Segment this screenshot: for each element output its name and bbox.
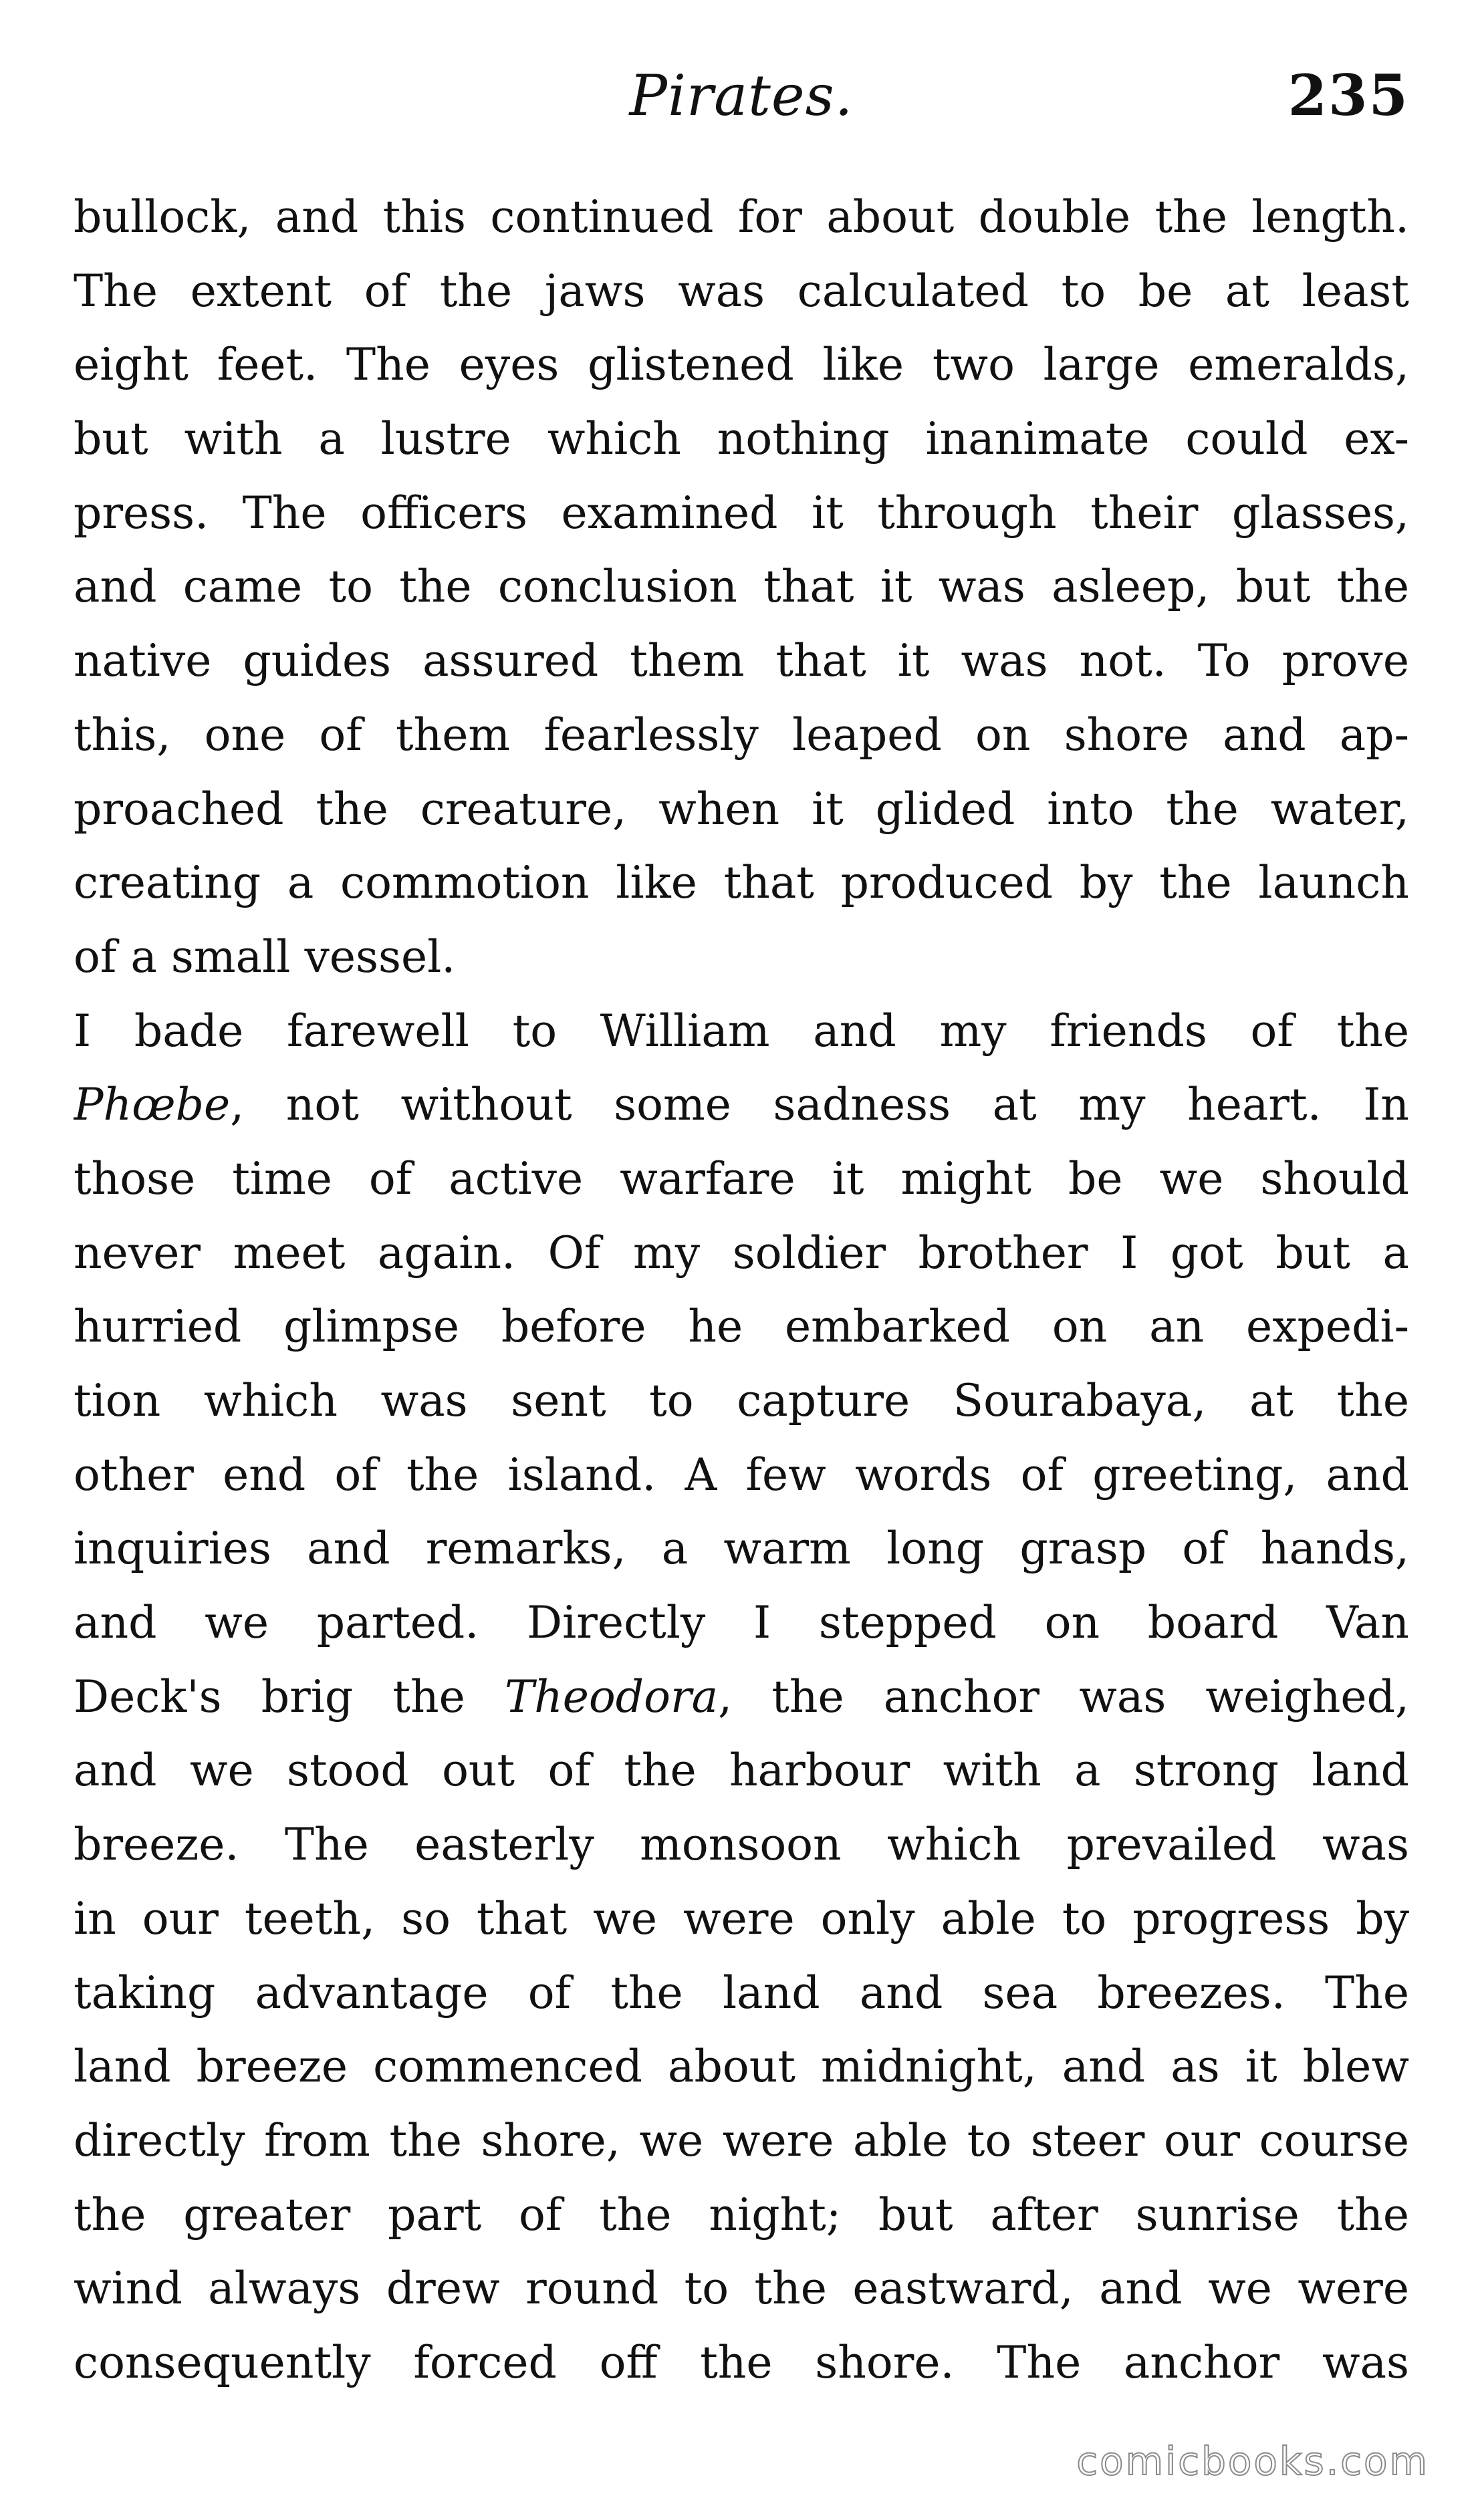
body-text bbox=[74, 180, 1409, 2400]
text-line: breeze. The easterly monsoon which prevailed was bbox=[74, 1819, 1409, 1871]
watermark: comicbooks.com bbox=[1076, 2438, 1429, 2484]
text-line: never meet again. Of my soldier brother I got but a bbox=[74, 1227, 1409, 1279]
text-line: of a small vessel. bbox=[74, 930, 456, 983]
text-line: Deck's brig the Theodora, the anchor was weighed, bbox=[74, 1670, 1409, 1723]
text-line: inquiries and remarks, a warm long grasp of hands, bbox=[74, 1523, 1409, 1575]
text-line: the greater part of the night; but after sunrise the bbox=[74, 2188, 1409, 2241]
text-line: taking advantage of the land and sea breezes. The bbox=[74, 1967, 1409, 2019]
running-head bbox=[74, 59, 1409, 132]
text-line: creating a commotion like that produced by the launch bbox=[74, 857, 1409, 909]
text-line: directly from the shore, we were able to steer our course bbox=[74, 2114, 1409, 2166]
text-line: tion which was sent to capture Sourabaya, at the bbox=[74, 1375, 1409, 1426]
text-line: in our teeth, so that we were only able to progress by bbox=[74, 1892, 1409, 1944]
text-line: bullock, and this continued for about double the length. bbox=[74, 191, 1409, 243]
text-line: native guides assured them that it was not. To prove bbox=[74, 635, 1409, 687]
text-line: those time of active warfare it might be we should bbox=[74, 1152, 1409, 1205]
text-line: and we parted. Directly I stepped on board Van bbox=[74, 1597, 1409, 1649]
text-line: The extent of the jaws was calculated to be at least bbox=[74, 265, 1409, 317]
text-line: land breeze commenced about midnight, and as it blew bbox=[74, 2041, 1409, 2093]
text-line: and came to the conclusion that it was asleep, but the bbox=[74, 561, 1409, 613]
text-line: I bade farewell to William and my friends of the bbox=[74, 1005, 1409, 1057]
text-line: proached the creature, when it glided into the water, bbox=[74, 783, 1409, 835]
text-line: Phœbe, not without some sadness at my heart. In bbox=[74, 1079, 1409, 1131]
running-title: Pirates. bbox=[629, 63, 854, 128]
text-line: press. The officers examined it through their glasses, bbox=[74, 487, 1409, 539]
text-line: but with a lustre which nothing inanimate could ex- bbox=[74, 413, 1409, 465]
ship-name: Phœbe bbox=[74, 1079, 231, 1131]
text-line: this, one of them fearlessly leaped on shore and ap- bbox=[74, 709, 1409, 761]
text-line: other end of the island. A few words of greeting, and bbox=[74, 1448, 1409, 1501]
text-line: wind always drew round to the eastward, and we were bbox=[74, 2263, 1409, 2315]
text-line: hurried glimpse before he embarked on an expedi- bbox=[74, 1301, 1409, 1353]
text-line: eight feet. The eyes glistened like two large emeralds, bbox=[74, 339, 1409, 391]
ship-name: Theodora bbox=[504, 1670, 719, 1723]
text-line: and we stood out of the harbour with a strong land bbox=[74, 1745, 1409, 1797]
text-line: consequently forced off the shore. The anchor was bbox=[74, 2336, 1409, 2388]
page-number: 235 bbox=[1287, 62, 1409, 128]
